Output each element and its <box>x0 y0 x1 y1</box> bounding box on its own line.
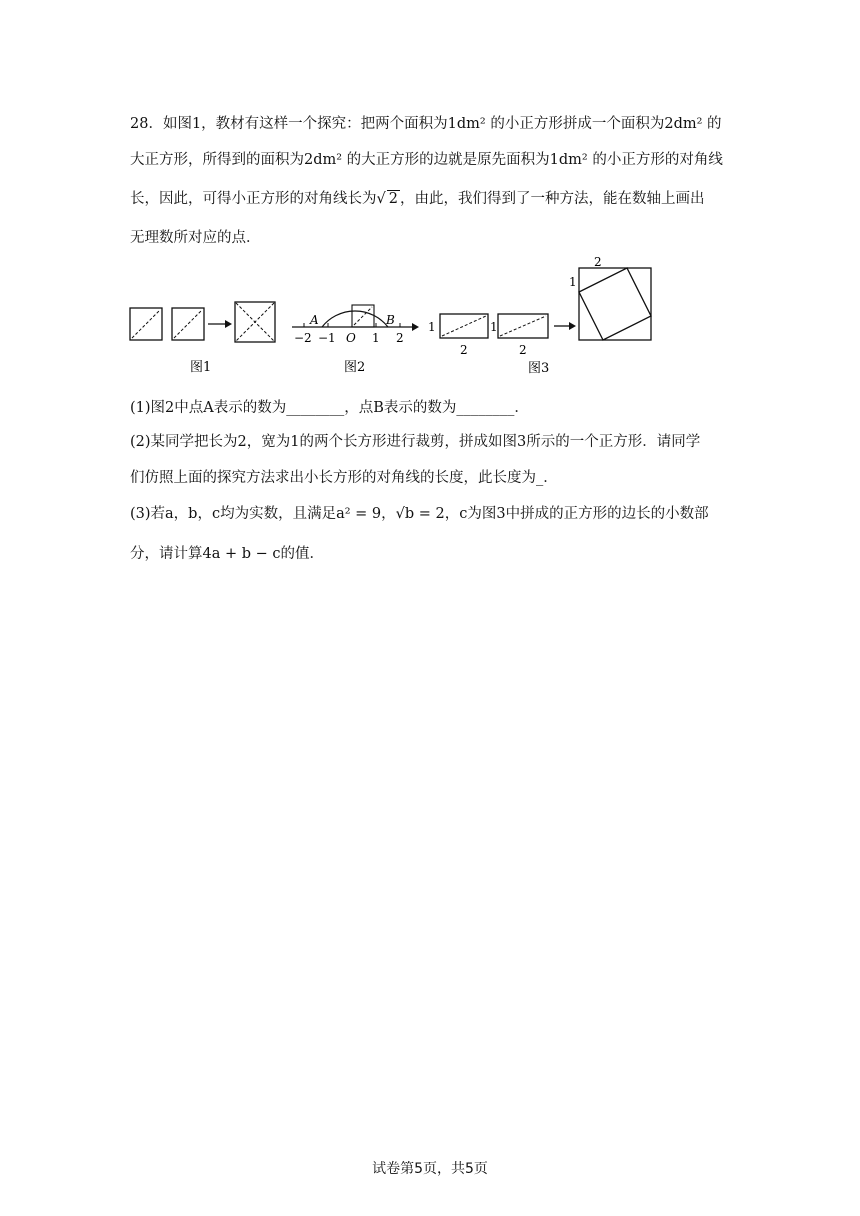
tick-1: 1 <box>372 331 380 345</box>
figure-2-caption: 图2 <box>344 360 366 375</box>
question-line-3 <box>130 187 704 208</box>
figure-2 <box>288 300 428 380</box>
rect2-width-label: 1 <box>490 320 498 334</box>
rect2-length-label: 2 <box>519 343 527 357</box>
sqrt-symbol: √ <box>376 191 386 207</box>
question-line-2: 大正方形，所得到的面积为2dm² 的大正方形的边就是原先面积为1dm² 的小正方形的对角线 <box>130 152 723 168</box>
part-3-line-1: (3)若a，b，c均为实数，且满足a² = 9，√b = 2，c为图3中拼成的正方形的边长的小数部 <box>130 506 709 522</box>
part-3-line-2: 分，请计算4a + b − c的值． <box>130 546 325 562</box>
part-2-line-2: 们仿照上面的探究方法求出小长方形的对角线的长度，此长度为_． <box>130 470 558 486</box>
figure-1-caption: 图1 <box>190 360 212 375</box>
rect1-width-label: 1 <box>428 320 436 334</box>
question-line-4: 无理数所对应的点． <box>130 230 261 246</box>
origin-label: O <box>346 331 356 345</box>
page-footer: 试卷第5页，共5页 <box>372 1161 488 1177</box>
tick-neg2: −2 <box>294 331 312 345</box>
tick-2: 2 <box>396 331 404 345</box>
point-a-label: A <box>310 313 319 327</box>
big-square-top-label: 2 <box>594 255 602 269</box>
figure-1 <box>128 298 278 378</box>
figure-3 <box>424 252 664 380</box>
sqrt-radicand: 2 <box>388 191 398 207</box>
point-b-label: B <box>386 313 395 327</box>
part-2-line-1: (2)某同学把长为2，宽为1的两个长方形进行裁剪，拼成如图3所示的一个正方形．请同学 <box>130 434 701 450</box>
big-square-left-label: 1 <box>569 275 577 289</box>
rect1-length-label: 2 <box>460 343 468 357</box>
question-line-3-start: 长，因此，可得小正方形的对角线长为 <box>130 191 377 207</box>
part-1: (1)图2中点A表示的数为________，点B表示的数为________． <box>130 400 529 416</box>
question-line-1: 28．如图1，教材有这样一个探究：把两个面积为1dm² 的小正方形拼成一个面积为2dm² 的 <box>130 116 722 132</box>
tick-neg1: −1 <box>318 331 336 345</box>
question-line-3-end: ，由此，我们得到了一种方法，能在数轴上画出 <box>399 191 705 207</box>
figure-3-caption: 图3 <box>528 361 550 376</box>
